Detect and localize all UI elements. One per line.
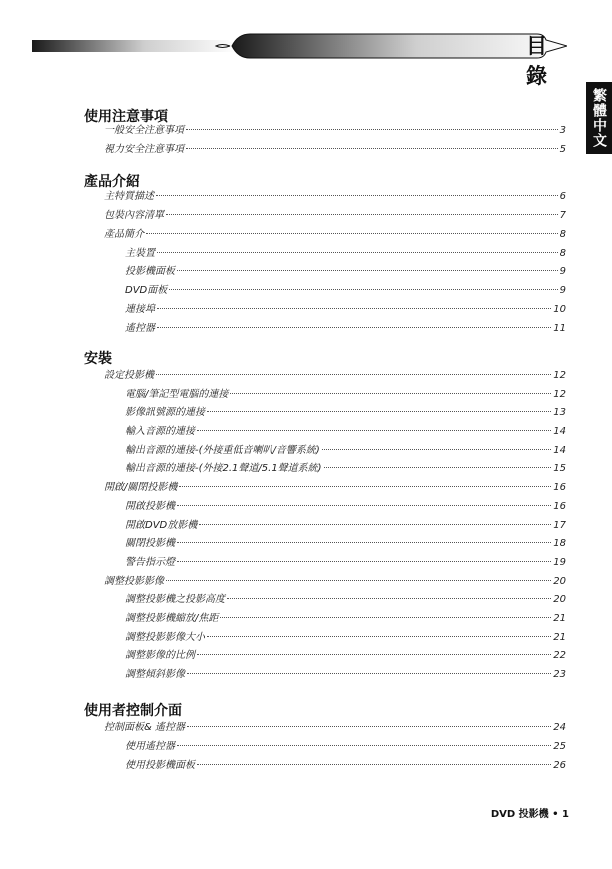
toc-entry[interactable]: 輸入音源的連接 14 xyxy=(125,426,566,437)
toc-entry[interactable]: 主特質描述 6 xyxy=(104,191,566,202)
section-title-installation: 安裝 xyxy=(84,351,112,367)
page-title: 目錄 xyxy=(526,34,548,88)
toc-entry[interactable]: 開啟/關閉投影機 16 xyxy=(104,482,566,493)
toc-entry[interactable]: 調整投影機縮放/焦距 21 xyxy=(125,613,566,624)
toc-entry[interactable]: 連接埠 10 xyxy=(125,304,566,315)
toc-entry[interactable]: 調整投影影像大小 21 xyxy=(125,632,566,643)
toc-entry[interactable]: 設定投影機 12 xyxy=(104,370,566,381)
section-title-user-interface: 使用者控制介面 xyxy=(84,703,182,719)
toc-entry[interactable]: 一般安全注意事項 3 xyxy=(104,125,566,136)
toc-entry[interactable]: 調整影像的比例 22 xyxy=(125,650,566,661)
toc-entry[interactable]: 影像訊號源的連接 13 xyxy=(125,407,566,418)
toc-entry[interactable]: 輸出音源的連接-(外接2.1聲道/5.1聲道系統) 15 xyxy=(125,463,566,474)
section-title-safety: 使用注意事項 xyxy=(84,109,168,125)
toc-entry[interactable]: DVD面板 9 xyxy=(125,285,566,296)
toc-entry[interactable]: 投影機面板 9 xyxy=(125,266,566,277)
toc-entry[interactable]: 輸出音源的連接-(外接重低音喇叭/音響系統) 14 xyxy=(125,445,566,456)
toc-entry[interactable]: 主裝置 8 xyxy=(125,248,566,259)
toc-entry[interactable]: 開啟DVD放影機 17 xyxy=(125,520,566,531)
toc-entry[interactable]: 關閉投影機 18 xyxy=(125,538,566,549)
toc-entry[interactable]: 包裝內容清單 7 xyxy=(104,210,566,221)
toc-entry[interactable]: 視力安全注意事項 5 xyxy=(104,144,566,155)
toc-entry[interactable]: 遙控器 11 xyxy=(125,323,566,334)
toc-entry[interactable]: 警告指示燈 19 xyxy=(125,557,566,568)
page-footer: DVD 投影機 • 1 xyxy=(490,809,569,820)
toc-entry[interactable]: 開啟投影機 16 xyxy=(125,501,566,512)
toc-entry[interactable]: 產品簡介 8 xyxy=(104,229,566,240)
toc-entry[interactable]: 使用投影機面板 26 xyxy=(125,760,566,771)
toc-entry[interactable]: 控制面板& 遙控器 24 xyxy=(104,722,566,733)
toc-entry[interactable]: 調整投影機之投影高度 20 xyxy=(125,594,566,605)
toc-entry[interactable]: 調整傾斜影像 23 xyxy=(125,669,566,680)
section-title-product: 產品介紹 xyxy=(84,174,140,190)
toc-entry[interactable]: 電腦/筆記型電腦的連接 12 xyxy=(125,389,566,400)
toc-entry[interactable]: 調整投影影像 20 xyxy=(104,576,566,587)
language-tab: 繁體中文 xyxy=(586,82,612,154)
toc-entry[interactable]: 使用遙控器 25 xyxy=(125,741,566,752)
